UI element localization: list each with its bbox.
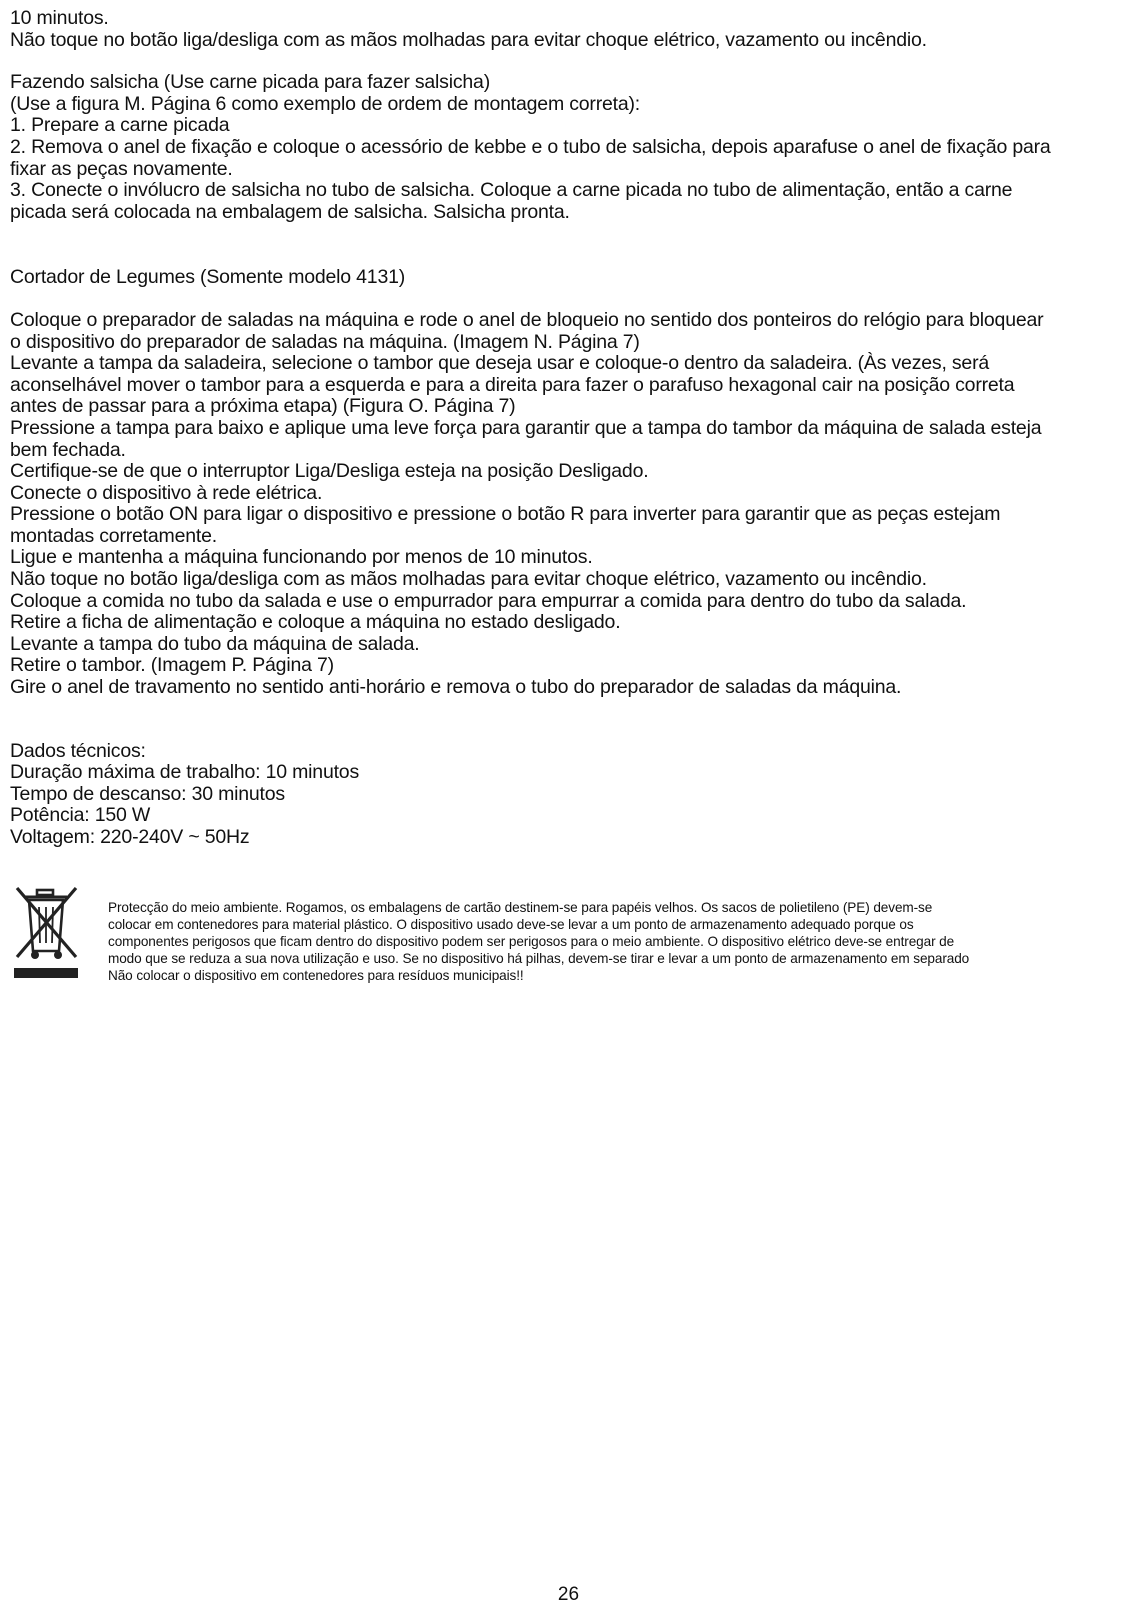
environment-line: modo que se reduza a sua nova utilização e uso. Se no dispositivo há pilhas, devem-se tirar e levar a um ponto de armazenamento em separado [108,950,970,966]
text-line: Levante a tampa do tubo da máquina de salada. [10,632,420,655]
sausage-section [10,72,1125,223]
text-line: Gire o anel de travamento no sentido anti-horário e remova o tubo do preparador de saladas da máquina. [10,676,902,699]
text-line: bem fechada. [10,438,126,461]
text-line: Pressione o botão ON para ligar o dispositivo e pressione o botão R para inverter para garantir que as peças estejam [10,503,1001,526]
environment-notice [10,885,1125,1015]
text-line: fixar as peças novamente. [10,157,233,180]
spec-line: Tempo de descanso: 30 minutos [10,782,285,805]
text-line: Conecte o dispositivo à rede elétrica. [10,481,323,504]
step-1: 1. Prepare a carne picada [10,114,230,137]
environment-text [108,899,1118,984]
environment-line: colocar em contenedores para material plástico. O dispositivo usado deve-se levar a um ponto de armazenamento adequado porque os [108,916,914,932]
text-line: aconselhável mover o tambor para a esquerda e para a direita para fazer o parafuso hexagonal cair na posição correta [10,373,1015,396]
document-page [10,8,1125,1015]
text-line: montadas corretamente. [10,524,217,547]
intro-block [10,8,1125,51]
text-line: Levante a tampa da saladeira, selecione o tambor que deseja usar e coloque-o dentro da saladeira. (Às vezes, será [10,352,990,375]
environment-line: Não colocar o dispositivo em contenedores para resíduos municipais!! [108,967,524,983]
text-line: o dispositivo do preparador de saladas na máquina. (Imagem N. Página 7) [10,330,640,353]
technical-data-section [10,741,1125,849]
text-line: 10 minutos. [10,7,109,29]
environment-line: Protecção do meio ambiente. Rogamos, os embalagens de cartão destinem-se para papéis velhos. Os sacos de polietileno (PE) devem-se [108,899,933,915]
spec-line: Voltagem: 220-240V ~ 50Hz [10,826,250,848]
environment-line: componentes perigosos que ficam dentro do dispositivo podem ser perigosos para o meio ambiente. O dispositivo elétrico deve-se entregar de [108,933,955,949]
vegetable-section-heading: Cortador de Legumes (Somente modelo 4131) [10,266,406,289]
technical-data-heading: Dados técnicos: [10,739,146,762]
spec-line: Duração máxima de trabalho: 10 minutos [10,761,359,784]
text-line: Coloque o preparador de saladas na máquina e rode o anel de bloqueio no sentido dos ponteiros do relógio para bloquear [10,308,1044,331]
sausage-heading: Fazendo salsicha (Use carne picada para fazer salsicha) [10,71,490,94]
text-line: antes de passar para a próxima etapa) (Figura O. Página 7) [10,395,516,418]
text-line: Coloque a comida no tubo da salada e use o empurrador para empurrar a comida para dentro do tubo da salada. [10,589,967,612]
text-line: picada será colocada na embalagem de salsicha. Salsicha pronta. [10,200,570,223]
step-2: 2. Remova o anel de fixação e coloque o acessório de kebbe e o tubo de salsicha, depois aparafuse o anel de fixação para [10,135,1051,158]
text-line: Não toque no botão liga/desliga com as mãos molhadas para evitar choque elétrico, vazamento ou incêndio. [10,568,927,591]
text-line: Ligue e mantenha a máquina funcionando por menos de 10 minutos. [10,546,593,569]
text-line: (Use a figura M. Página 6 como exemplo de ordem de montagem correta): [10,92,641,115]
text-line: Certifique-se de que o interruptor Liga/Desliga esteja na posição Desligado. [10,460,649,483]
text-line: Não toque no botão liga/desliga com as mãos molhadas para evitar choque elétrico, vazamento ou incêndio. [10,28,927,51]
text-line: Pressione a tampa para baixo e aplique uma leve força para garantir que a tampa do tambor da máquina de salada esteja [10,416,1042,439]
spec-line: Potência: 150 W [10,804,151,827]
weee-crossed-bin-icon [12,885,82,981]
text-line: Retire a ficha de alimentação e coloque a máquina no estado desligado. [10,611,621,634]
text-line: Retire o tambor. (Imagem P. Página 7) [10,654,334,677]
step-3: 3. Conecte o invólucro de salsicha no tubo de salsicha. Coloque a carne picada no tubo de alimentação, então a carne [10,179,1013,202]
vegetable-section [10,310,1125,699]
page-number: 26 [557,1584,580,1605]
